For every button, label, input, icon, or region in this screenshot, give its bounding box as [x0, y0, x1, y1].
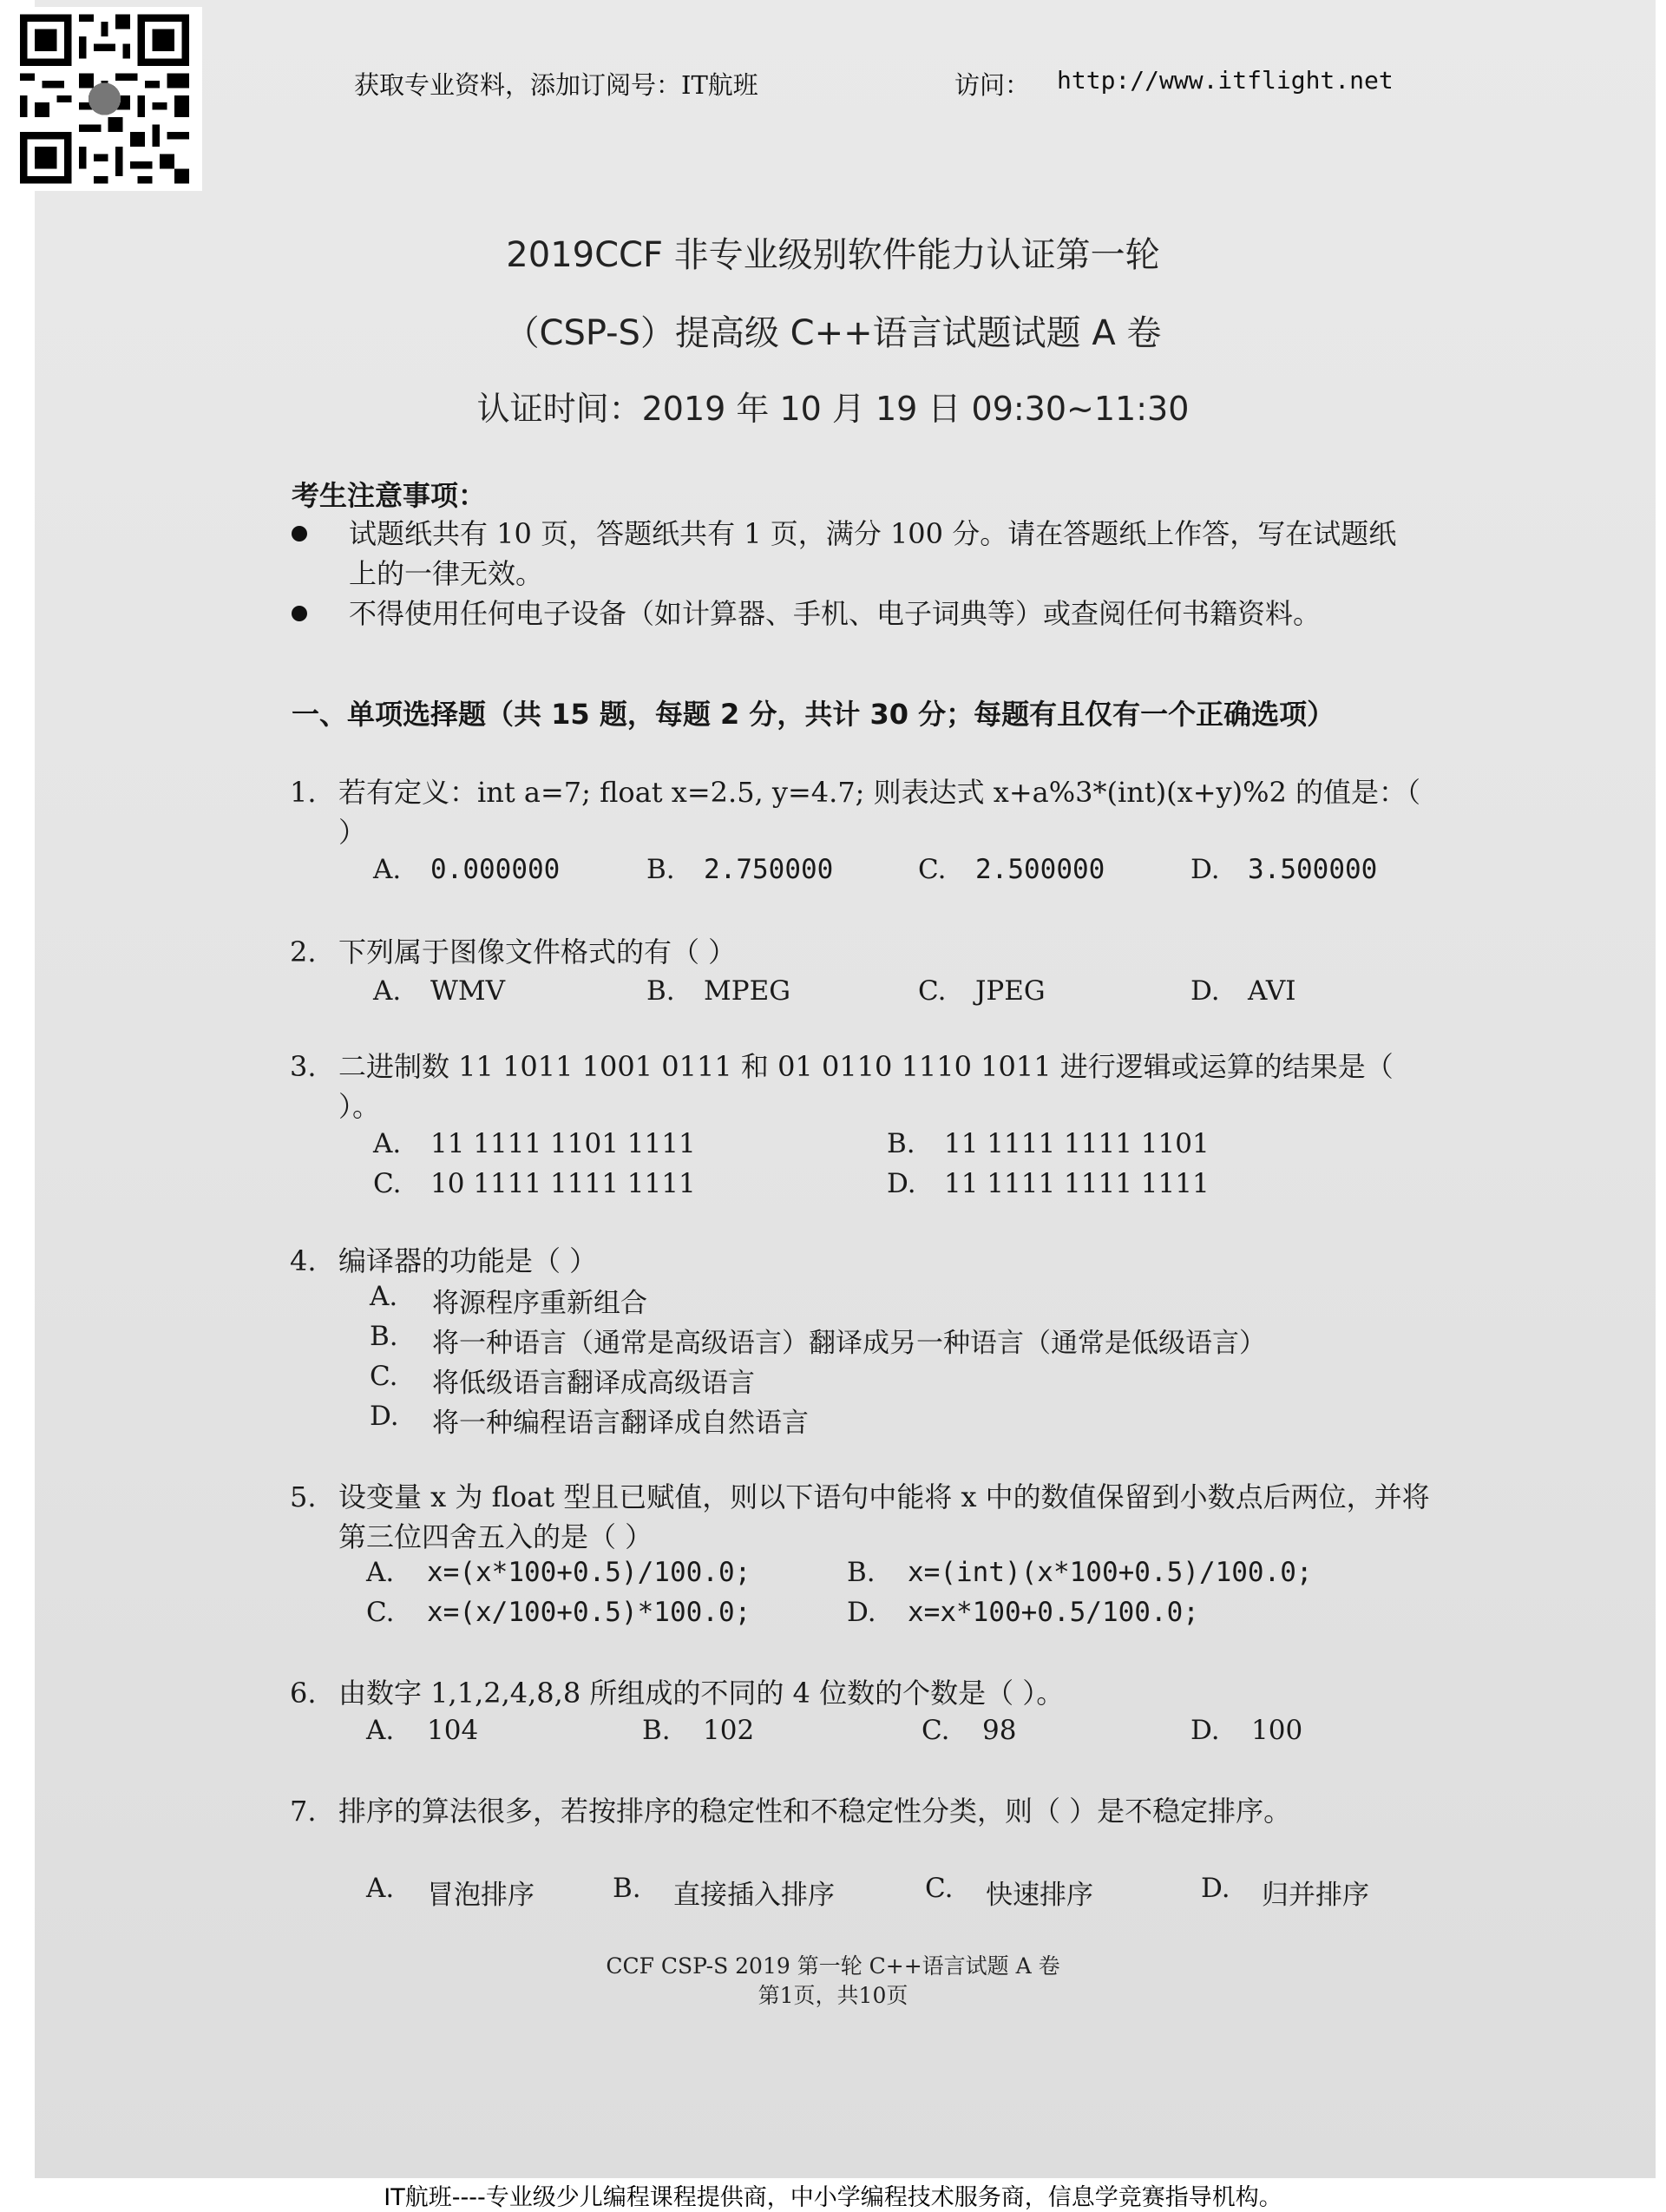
exam-time: 认证时间：2019 年 10 月 19 日 09:30~11:30: [476, 390, 1190, 428]
bottom-banner-text: IT航班----专业级少儿编程课程提供商，中小学编程技术服务商，信息学竞赛指导机构。: [384, 2184, 1282, 2211]
option-value: 2.750000: [704, 854, 834, 885]
option-value: 归并排序: [1262, 1880, 1369, 1911]
option-label: D.: [1190, 854, 1220, 885]
question-text: 二进制数 11 1011 1001 0111 和 01 0110 1110 1011 进行逻辑或运算的结果是（ ）。: [338, 1050, 1394, 1123]
question-text: 下列属于图像文件格式的有（ ）: [338, 935, 737, 968]
question-number: 1.: [290, 776, 317, 809]
option-value: 将一种语言（通常是高级语言）翻译成另一种语言（通常是低级语言）: [432, 1328, 1266, 1359]
option-label: A.: [373, 975, 402, 1007]
option-label: C.: [918, 975, 947, 1007]
option-value: 2.500000: [975, 854, 1105, 885]
option-value: 11 1111 1101 1111: [430, 1128, 696, 1159]
bullet-icon: [292, 606, 307, 621]
option-label: A.: [366, 1557, 395, 1588]
option-value: x=x*100+0.5/100.0;: [908, 1597, 1199, 1628]
option-value: WMV: [430, 975, 505, 1007]
question-number: 4.: [290, 1244, 317, 1277]
option-label: B.: [642, 1715, 671, 1746]
option-label: B.: [613, 1873, 641, 1904]
option-value: 3.500000: [1248, 854, 1378, 885]
question-text: 设变量 x 为 float 型且已赋值，则以下语句中能将 x 中的数值保留到小数点后两位，并将第三位四舍五入的是（ ）: [338, 1480, 1430, 1553]
question-number: 7.: [290, 1795, 317, 1828]
option-label: C.: [918, 854, 947, 885]
option-label: D.: [1201, 1873, 1230, 1904]
question-number: 3.: [290, 1050, 317, 1083]
option-label: C.: [373, 1168, 402, 1199]
option-value: 98: [982, 1715, 1017, 1746]
header-visit-label: 访问：: [954, 70, 1031, 100]
page-footer-title: CCF CSP-S 2019 第一轮 C++语言试题 A 卷: [606, 1953, 1060, 1979]
header-url-link[interactable]: http://www.itflight.net: [1057, 66, 1394, 95]
option-value: AVI: [1248, 975, 1296, 1007]
option-label: D.: [1190, 975, 1220, 1007]
option-value: 直接插入排序: [673, 1880, 835, 1911]
section-heading: 一、单项选择题（共 15 题，每题 2 分，共计 30 分；每题有且仅有一个正确选项）: [292, 698, 1335, 731]
option-label: B.: [847, 1557, 876, 1588]
header-promo-text: 获取专业资料，添加订阅号：IT航班: [354, 70, 758, 100]
option-value: 0.000000: [430, 854, 561, 885]
question-number: 6.: [290, 1677, 317, 1710]
option-value: 将低级语言翻译成高级语言: [432, 1368, 755, 1399]
option-label: B.: [370, 1321, 398, 1352]
page-number: 第1页，共10页: [758, 1983, 908, 2008]
exam-title-line1: 2019CCF 非专业级别软件能力认证第一轮: [506, 235, 1160, 275]
bullet-icon: [292, 526, 307, 542]
option-label: D.: [1190, 1715, 1220, 1746]
question-text: 排序的算法很多，若按排序的稳定性和不稳定性分类，则（ ）是不稳定排序。: [338, 1795, 1292, 1828]
question-text: 编译器的功能是（ ）: [338, 1244, 598, 1277]
option-label: B.: [646, 854, 675, 885]
option-value: x=(x*100+0.5)/100.0;: [427, 1557, 751, 1588]
option-value: x=(int)(x*100+0.5)/100.0;: [908, 1557, 1313, 1588]
option-value: 将一种编程语言翻译成自然语言: [432, 1408, 809, 1439]
option-label: B.: [887, 1128, 915, 1159]
qr-code-icon: [7, 7, 202, 191]
option-value: 11 1111 1111 1111: [944, 1168, 1210, 1199]
option-value: 冒泡排序: [427, 1880, 535, 1911]
option-value: 100: [1251, 1715, 1303, 1746]
option-value: JPEG: [975, 975, 1046, 1007]
option-value: 将源程序重新组合: [432, 1288, 647, 1319]
option-label: D.: [887, 1168, 916, 1199]
option-value: 104: [427, 1715, 479, 1746]
option-label: C.: [370, 1361, 398, 1392]
option-label: C.: [922, 1715, 950, 1746]
notice-title: 考生注意事项：: [292, 479, 487, 512]
option-value: MPEG: [704, 975, 790, 1007]
option-value: 快速排序: [986, 1880, 1093, 1911]
option-label: C.: [366, 1597, 395, 1628]
option-label: D.: [847, 1597, 876, 1628]
option-value: 11 1111 1111 1101: [944, 1128, 1210, 1159]
notice-item-text: 试题纸共有 10 页，答题纸共有 1 页，满分 100 分。请在答题纸上作答，写在试题纸上的一律无效。: [349, 517, 1397, 590]
question-text: 由数字 1,1,2,4,8,8 所组成的不同的 4 位数的个数是（ ）。: [338, 1677, 1065, 1710]
question-number: 5.: [290, 1480, 317, 1513]
option-label: B.: [646, 975, 675, 1007]
option-label: A.: [366, 1715, 395, 1746]
question-text: 若有定义：int a=7; float x=2.5, y=4.7; 则表达式 x+a%3*(int)(x+y)%2 的值是：（ ）: [338, 776, 1421, 849]
question-number: 2.: [290, 935, 317, 968]
option-label: C.: [925, 1873, 954, 1904]
option-label: A.: [370, 1281, 398, 1312]
option-label: A.: [373, 854, 402, 885]
option-label: D.: [370, 1401, 399, 1432]
option-value: x=(x/100+0.5)*100.0;: [427, 1597, 751, 1628]
option-value: 102: [703, 1715, 755, 1746]
option-label: A.: [373, 1128, 402, 1159]
option-label: A.: [366, 1873, 395, 1904]
option-value: 10 1111 1111 1111: [430, 1168, 696, 1199]
exam-title-line2: （CSP-S）提高级 C++语言试题试题 A 卷: [504, 313, 1162, 353]
notice-item-text: 不得使用任何电子设备（如计算器、手机、电子词典等）或查阅任何书籍资料。: [349, 597, 1322, 630]
